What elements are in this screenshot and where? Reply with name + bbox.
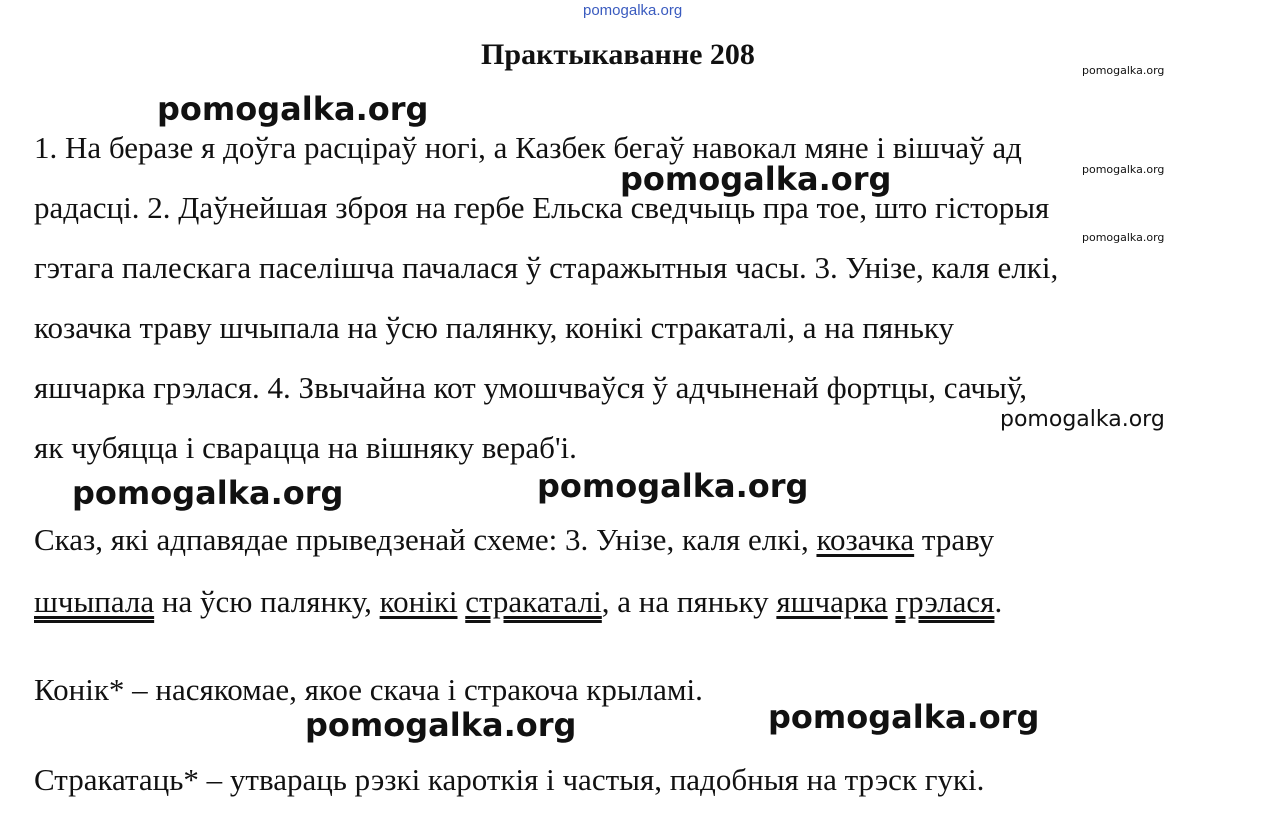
watermark: pomogalka.org: [72, 474, 344, 512]
watermark: pomogalka.org: [537, 467, 809, 505]
scheme-text: .: [994, 584, 1003, 619]
watermark: pomogalka.org: [620, 160, 892, 198]
top-source-link[interactable]: pomogalka.org: [583, 2, 683, 19]
scheme-intro: Сказ, які адпавядае прыведзенай схеме: 3. Унізе, каля елкі,: [34, 522, 817, 557]
scheme-sentence-line-2: [34, 584, 1002, 620]
predicate-word: грэлася: [895, 584, 995, 619]
text-line-3: гэтага палескага паселішча пачалася ў старажытныя часы. 3. Унізе, каля елкі,: [34, 250, 1059, 285]
text-line-2: радасці. 2. Даўнейшая зброя на гербе Ельска сведчыць пра тое, што гісторыя: [34, 190, 1050, 225]
watermark: pomogalka.org: [1082, 231, 1165, 244]
watermark: pomogalka.org: [768, 698, 1040, 736]
text-line-6: як чубяцца і сварацца на вішняку вераб'і.: [34, 430, 577, 465]
text-line-4: козачка траву шчыпала на ўсю палянку, конікі стракаталі, а на пяньку: [34, 310, 955, 345]
subject-word: конікі: [379, 584, 458, 619]
watermark: pomogalka.org: [1000, 407, 1165, 432]
definition-konik: Конік* – насякомае, якое скача і стракоча крыламі.: [34, 672, 703, 707]
watermark: pomogalka.org: [1082, 64, 1165, 77]
watermark: pomogalka.org: [157, 90, 429, 128]
definition-strakatats: Стракатаць* – утвараць рэзкі кароткія і частыя, падобныя на трэск гукі.: [34, 762, 985, 797]
watermark: pomogalka.org: [1082, 163, 1165, 176]
scheme-text: на ўсю палянку,: [154, 584, 380, 619]
predicate-word: стракаталі: [465, 584, 602, 619]
scheme-sentence-line-1: [34, 522, 994, 558]
text-line-5: яшчарка грэлася. 4. Звычайна кот умошчваўся ў адчыненай фортцы, сачыў,: [34, 370, 1027, 405]
subject-word: яшчарка: [776, 584, 888, 619]
subject-word: козачка: [816, 522, 915, 557]
scheme-text: , а на пяньку: [601, 584, 777, 619]
exercise-title: Практыкаванне 208: [481, 38, 755, 71]
text-line-1: 1. На беразе я доўга расціраў ногі, а Казбек бегаў навокал мяне і вішчаў ад: [34, 130, 1022, 165]
scheme-text: траву: [914, 522, 995, 557]
watermark: pomogalka.org: [305, 706, 577, 744]
predicate-word: шчыпала: [34, 584, 155, 619]
